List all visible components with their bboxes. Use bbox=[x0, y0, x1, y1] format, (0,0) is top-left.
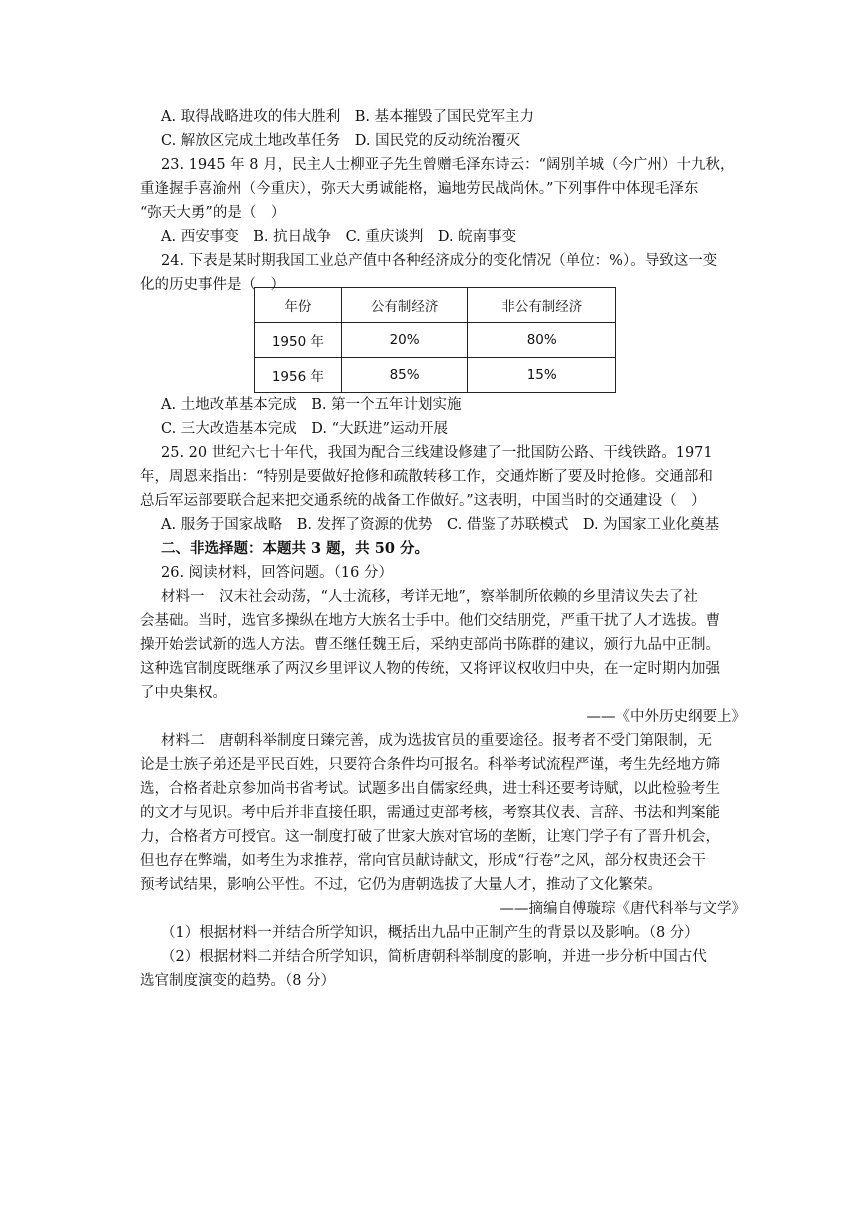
material1-line: 这种选官制度既继承了两汉乡里评议人物的传统，又将评议权收归中央，在一定时期内加强 bbox=[140, 661, 720, 677]
material1-line: 材料一 汉末社会动荡，“人士流移，考详无地”，察举制所依赖的乡里清议失去了社 bbox=[161, 589, 698, 605]
q26-subquestion-2-line-2: 选官制度演变的趋势。（8 分） bbox=[140, 973, 336, 989]
material2-line: 力，合格者方可授官。这一制度打破了世家大族对官场的垄断，让寒门学子有了晋升机会， bbox=[140, 829, 720, 845]
table-header-cell: 年份 bbox=[255, 288, 342, 323]
table-cell: 15% bbox=[468, 358, 616, 393]
q25-stem-line-2: 年，周恩来指出：“特别是要做好抢修和疏散转移工作，交通炸断了要及时抢修。交通部和 bbox=[140, 469, 713, 485]
q22-options-line-2: C. 解放区完成土地改革任务 D. 国民党的反动统治覆灭 bbox=[161, 133, 521, 149]
material1-line: 操开始尝试新的选人方法。曹丕继任魏王后，采纳吏部尚书陈群的建议，颁行九品中正制。 bbox=[140, 637, 720, 653]
q24-options-line-1: A. 土地改革基本完成 B. 第一个五年计划实施 bbox=[161, 397, 462, 413]
q26-title: 26. 阅读材料，回答问题。（16 分） bbox=[161, 565, 393, 581]
table-header-cell: 公有制经济 bbox=[341, 288, 468, 323]
material2-line: 的文才与见识。考中后并非直接任职，需通过吏部考核，考察其仪表、言辞、书法和判案能 bbox=[140, 805, 720, 821]
q24-stem-line-2: 化的历史事件是（ ） bbox=[140, 277, 285, 293]
material2-line: 但也存在弊端，如考生为求推荐，常向官员献诗献文，形成“行卷”之风，部分权贵还会干 bbox=[140, 853, 706, 869]
section-heading: 二、非选择题：本题共 3 题，共 50 分。 bbox=[161, 540, 429, 557]
material2-line: 预考试结果，影响公平性。不过，它仍为唐朝选拔了大量人才，推动了文化繁荣。 bbox=[140, 877, 662, 893]
q23-stem-line-2: 重逢握手喜渝州（今重庆），弥天大勇诚能格，遍地劳民战尚休。”下列事件中体现毛泽东 bbox=[140, 181, 699, 197]
economy-share-table bbox=[254, 287, 616, 393]
table-header-row bbox=[255, 288, 616, 323]
table-cell: 85% bbox=[341, 358, 468, 393]
q25-stem-line-3: 总后军运部要联合起来把交通系统的战备工作做好。”这表明，中国当时的交通建设（ ） bbox=[140, 493, 706, 509]
q26-subquestion-2-line-1: （2）根据材料二并结合所学知识，简析唐朝科举制度的影响，并进一步分析中国古代 bbox=[161, 949, 707, 965]
material2-line: 选，合格者赴京参加尚书省考试。试题多出自儒家经典，进士科还要考诗赋，以此检验考生 bbox=[140, 781, 720, 797]
q23-stem-line-3: “弥天大勇”的是（ ） bbox=[140, 205, 286, 221]
q23-options: A. 西安事变 B. 抗日战争 C. 重庆谈判 D. 皖南事变 bbox=[161, 229, 517, 245]
table-row bbox=[255, 323, 616, 358]
material1-line: 会基础。当时，选官多操纵在地方大族名士手中。他们交结朋党，严重干扰了人才选拔。曹 bbox=[140, 613, 720, 629]
q23-stem-line-1: 23. 1945 年 8 月，民主人士柳亚子先生曾赠毛泽东诗云：“阔别羊城（今广州）十九秋， bbox=[161, 157, 735, 173]
table-cell: 1956 年 bbox=[255, 358, 342, 393]
material1-source: ——《中外历史纲要上》 bbox=[586, 709, 746, 725]
table-cell: 20% bbox=[341, 323, 468, 358]
material1-line: 了中央集权。 bbox=[140, 685, 227, 701]
table-header-cell: 非公有制经济 bbox=[468, 288, 616, 323]
q22-options-line-1: A. 取得战略进攻的伟大胜利 B. 基本摧毁了国民党军主力 bbox=[161, 109, 535, 125]
material2-line: 材料二 唐朝科举制度日臻完善，成为选拔官员的重要途径。报考者不受门第限制，无 bbox=[161, 733, 712, 749]
material2-source: ——摘编自傅璇琮《唐代科举与文学》 bbox=[499, 901, 746, 917]
q24-options-line-2: C. 三大改造基本完成 D. “大跃进”运动开展 bbox=[161, 421, 448, 437]
q24-stem-line-1: 24. 下表是某时期我国工业总产值中各种经济成分的变化情况（单位：%）。导致这一变 bbox=[161, 253, 718, 269]
table-row bbox=[255, 358, 616, 393]
table-cell: 80% bbox=[468, 323, 616, 358]
q26-subquestion-1: （1）根据材料一并结合所学知识，概括出九品中正制产生的背景以及影响。（8 分） bbox=[161, 925, 699, 941]
material2-line: 论是士族子弟还是平民百姓，只要符合条件均可报名。科举考试流程严谨，考生先经地方筛 bbox=[140, 757, 720, 773]
table-cell: 1950 年 bbox=[255, 323, 342, 358]
q25-options: A. 服务于国家战略 B. 发挥了资源的优势 C. 借鉴了苏联模式 D. 为国家工业化奠基 bbox=[161, 517, 720, 533]
q25-stem-line-1: 25. 20 世纪六七十年代，我国为配合三线建设修建了一批国防公路、干线铁路。1971 bbox=[161, 445, 713, 461]
